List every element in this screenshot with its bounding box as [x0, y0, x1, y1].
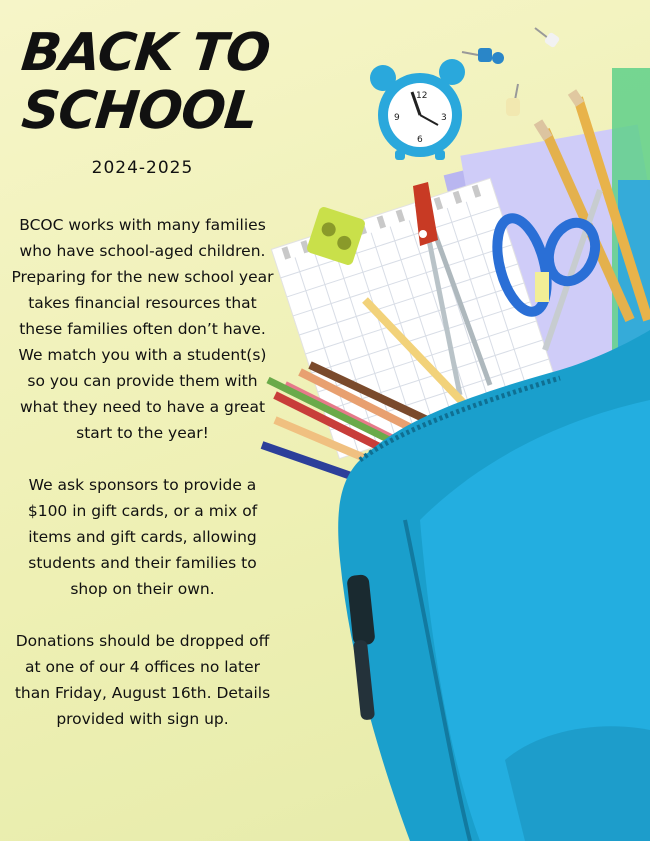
svg-text:9: 9: [394, 113, 400, 123]
alarm-clock-icon: [370, 59, 465, 160]
sponsor-paragraph: We ask sponsors to provide a $100 in gift cards, or a mix of items and gift cards, allowing students and their families to shop on their own.: [27, 476, 258, 598]
intro-paragraph: BCOC works with many families who have school-aged children. Preparing for the new school year takes financial resources that these families often don’t have. We match you with a student(s) so you can provide them with what they need to have a great start to the year!: [11, 216, 274, 442]
flyer-text-column: [10, 24, 275, 732]
school-year: 2024-2025: [91, 158, 194, 178]
push-pin-icon: [462, 48, 504, 64]
flyer-title: [4, 24, 281, 140]
svg-text:12: 12: [416, 91, 428, 101]
title-line-2: SCHOOL: [18, 81, 260, 141]
donation-paragraph: Donations should be dropped off at one of our 4 offices no later than Friday, August 16th. Details provided with sign up.: [14, 632, 271, 728]
push-pin-icon: [535, 28, 560, 48]
push-pin-icon: [506, 84, 520, 116]
title-line-1: BACK TO: [18, 23, 273, 83]
svg-text:3: 3: [441, 113, 447, 123]
svg-text:6: 6: [417, 135, 423, 145]
